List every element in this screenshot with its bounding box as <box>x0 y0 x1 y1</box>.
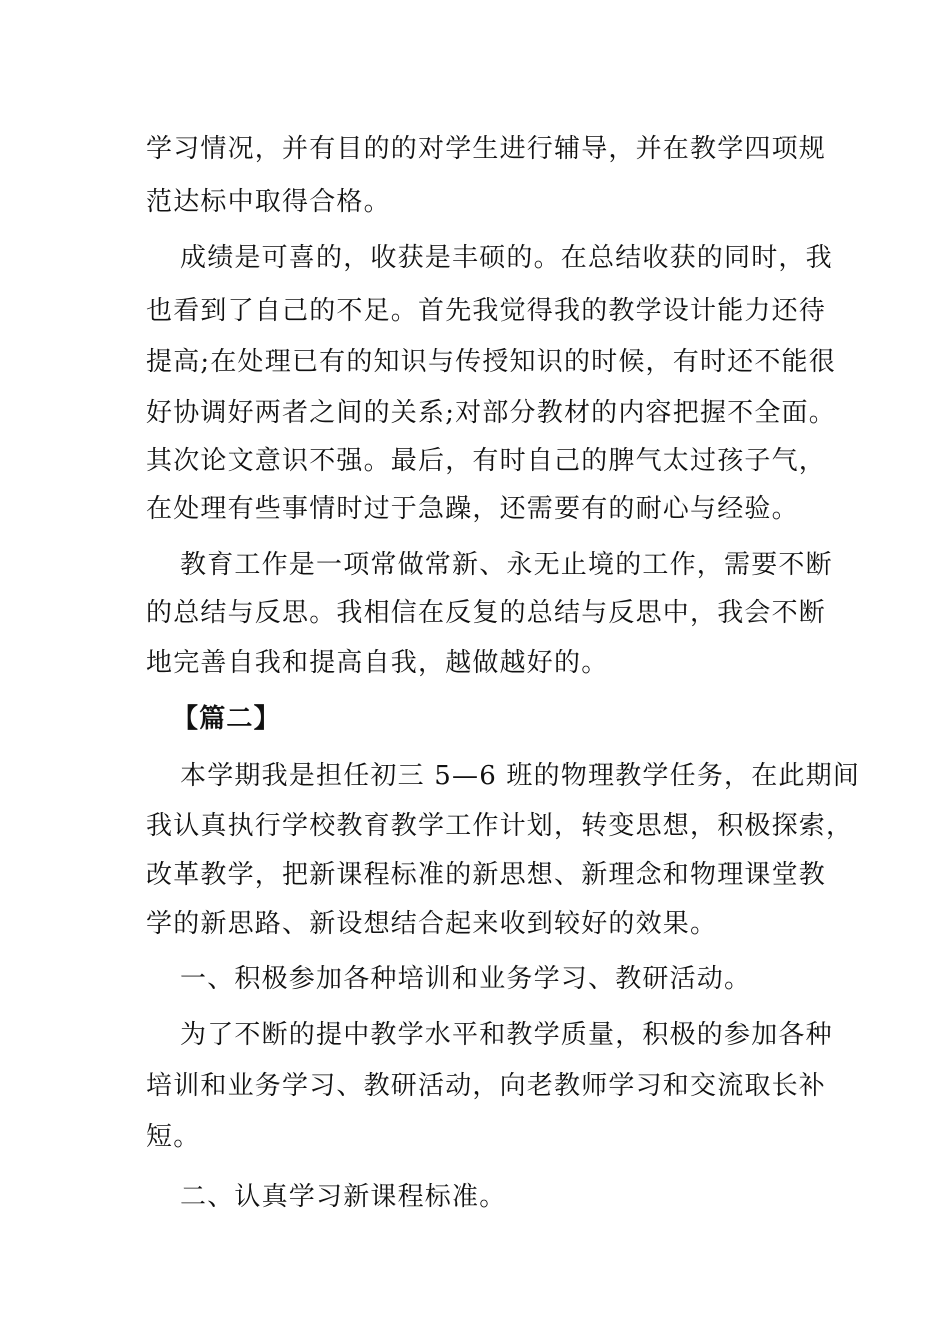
paragraph-first-line: 成绩是可喜的，收获是丰硕的。在总结收获的同时，我 <box>180 243 833 273</box>
text-line: 学的新思路、新设想结合起来收到较好的效果。 <box>146 909 718 939</box>
section-heading: 【篇二】 <box>172 704 281 734</box>
text-line: 的总结与反思。我相信在反复的总结与反思中，我会不断 <box>146 598 827 628</box>
text-line: 我认真执行学校教育教学工作计划，转变思想，积极探索， <box>146 811 854 841</box>
text-line: 好协调好两者之间的关系;对部分教材的内容把握不全面。 <box>146 398 836 428</box>
text-line: 范达标中取得合格。 <box>146 187 391 217</box>
subheading-line: 一、积极参加各种培训和业务学习、教研活动。 <box>180 964 752 994</box>
paragraph-first-line: 教育工作是一项常做常新、永无止境的工作，需要不断 <box>180 550 833 580</box>
text-line: 其次论文意识不强。最后，有时自己的脾气太过孩子气， <box>146 446 827 476</box>
subheading-line: 二、认真学习新课程标准。 <box>180 1182 507 1212</box>
paragraph-first-line: 为了不断的提中教学水平和教学质量，积极的参加各种 <box>180 1020 833 1050</box>
text-line: 短。 <box>146 1122 201 1152</box>
text-line: 学习情况，并有目的的对学生进行辅导，并在教学四项规 <box>146 134 827 164</box>
paragraph-first-line: 本学期我是担任初三 5—6 班的物理教学任务，在此期间 <box>180 761 861 791</box>
text-line: 在处理有些事情时过于急躁，还需要有的耐心与经验。 <box>146 494 799 524</box>
text-line: 培训和业务学习、教研活动，向老教师学习和交流取长补 <box>146 1071 827 1101</box>
text-line: 地完善自我和提高自我，越做越好的。 <box>146 648 609 678</box>
text-line: 也看到了自己的不足。首先我觉得我的教学设计能力还待 <box>146 296 827 326</box>
text-line: 改革教学，把新课程标准的新思想、新理念和物理课堂教 <box>146 860 827 890</box>
text-line: 提高;在处理已有的知识与传授知识的时候，有时还不能很 <box>146 347 836 377</box>
